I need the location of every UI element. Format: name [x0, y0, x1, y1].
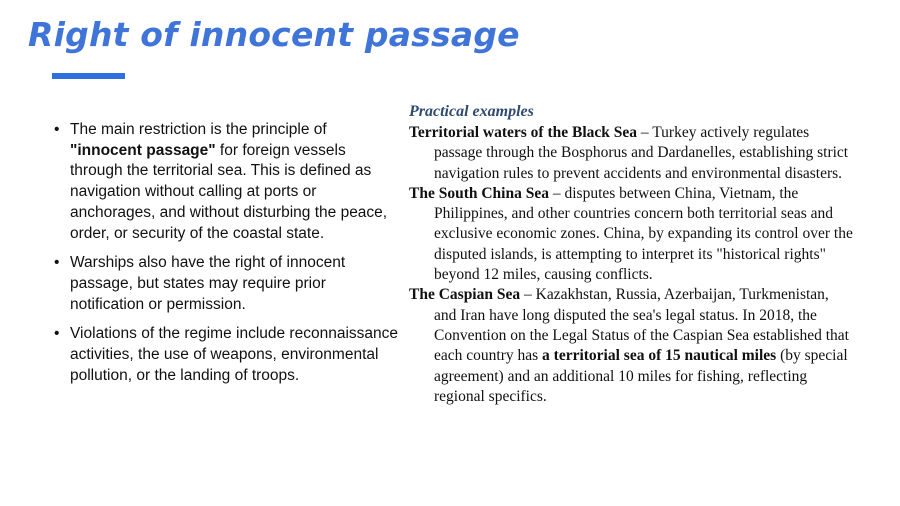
example-term: Territorial waters of the Black Sea	[409, 124, 638, 141]
example-caspian-sea	[409, 285, 854, 407]
bullet-text: The main restriction is the principle of	[70, 121, 327, 138]
bullet-marker: •	[54, 254, 60, 272]
bullet-item	[54, 324, 399, 386]
example-emphasis: a territorial sea of 15 nautical miles	[542, 347, 777, 365]
bullet-text: Warships also have the right of innocent passage, but states may require prior notification or permission.	[70, 254, 346, 313]
example-south-china-sea	[409, 184, 854, 285]
bullet-text: for foreign vessels through the territorial sea. This is defined as navigation without calling at ports or anchorages, and without disturbing the peace, order, or security of the coastal state.	[70, 141, 388, 242]
example-black-sea	[409, 123, 854, 184]
example-text: – disputes between China, Vietnam, the Philippines, and other countries concern both territorial seas and exclusive economic zones. China, by expanding its control over the disputed islands, is attempting to interpret its "historical rights" beyond 12 miles, causing conflicts.	[434, 184, 853, 284]
example-term: The Caspian Sea	[409, 286, 521, 304]
bullet-marker: •	[54, 121, 60, 138]
bullet-list	[54, 120, 399, 395]
title-accent-bar	[52, 73, 125, 79]
examples-heading: Practical examples	[409, 103, 534, 120]
bullet-text: Violations of the regime include reconnaissance activities, the use of weapons, environmental pollution, or the landing of troops.	[70, 325, 398, 384]
example-text: (by special agreement) and an additional 10 miles for fishing, reflecting regional specifics.	[434, 347, 848, 405]
example-text: – Kazakhstan, Russia, Azerbaijan, Turkmenistan, and Iran have long disputed the sea's legal status. In 2018, the Convention on the Legal Status of the Caspian Sea established that each country has	[434, 286, 849, 365]
bullet-item	[54, 253, 399, 315]
example-text: – Turkey actively regulates passage through the Bosphorus and Dardanelles, establishing strict navigation rules to prevent accidents and environmental disasters.	[434, 124, 849, 182]
bullet-marker: •	[54, 325, 60, 343]
slide-title: Right of innocent passage	[28, 15, 520, 54]
practical-examples-panel	[409, 102, 854, 407]
bullet-emphasis: "innocent passage"	[70, 141, 216, 159]
bullet-item	[54, 120, 399, 244]
example-term: The South China Sea	[409, 184, 549, 202]
